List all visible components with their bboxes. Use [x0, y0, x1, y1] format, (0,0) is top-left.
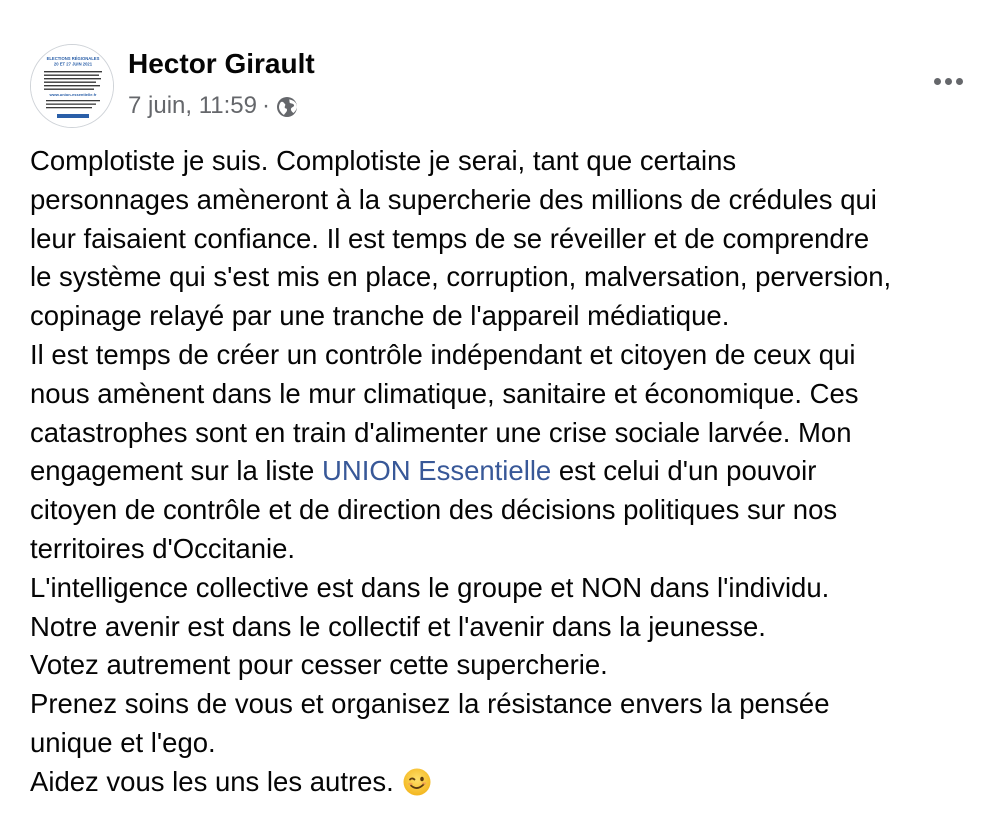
post-line: personnages amèneront à la supercherie des millions de crédules qui: [30, 183, 877, 215]
more-options-button[interactable]: [926, 66, 970, 96]
winking-face-icon: [402, 767, 432, 797]
meta-separator: ·: [262, 92, 270, 119]
post-line: leur faisaient confiance. Il est temps de se réveiller et de comprendre: [30, 222, 870, 254]
post-line: copinage relayé par une tranche de l'appareil médiatique.: [30, 300, 730, 332]
dot-icon: [934, 78, 941, 85]
post-line: [30, 763, 990, 802]
post-body: [30, 142, 990, 802]
dot-icon: [945, 78, 952, 85]
post-meta: [128, 91, 299, 121]
avatar[interactable]: [30, 44, 114, 128]
svg-text:www.union-essentielle.fr: www.union-essentielle.fr: [49, 92, 97, 97]
post-line: nous amènent dans le mur climatique, sanitaire et économique. Ces: [30, 377, 859, 409]
svg-text:ELECTIONS RÉGIONALES: ELECTIONS RÉGIONALES: [46, 56, 100, 61]
dot-icon: [956, 78, 963, 85]
post-line: le système qui s'est mis en place, corruption, malversation, perversion,: [30, 261, 892, 293]
post-line: L'intelligence collective est dans le groupe et NON dans l'individu.: [30, 571, 830, 603]
post-line: Complotiste je suis. Complotiste je serai, tant que certains: [30, 145, 737, 176]
post-line: catastrophes sont en train d'alimenter une crise sociale larvée. Mon: [30, 416, 852, 448]
svg-text:20 ET 27 JUIN 2021: 20 ET 27 JUIN 2021: [53, 61, 93, 67]
globe-icon[interactable]: [275, 95, 299, 119]
post-line: [30, 452, 990, 491]
post-line: territoires d'Occitanie.: [30, 532, 296, 564]
post-text-segment: est celui d'un pouvoir: [551, 455, 817, 487]
author-name[interactable]: Hector Girault: [128, 48, 315, 79]
union-essentielle-link[interactable]: UNION Essentielle: [321, 455, 552, 487]
post-line: Votez autrement pour cesser cette supercherie.: [30, 649, 608, 681]
post-line: Notre avenir est dans le collectif et l'avenir dans la jeunesse.: [30, 610, 766, 642]
post-text-segment: engagement sur la liste: [30, 455, 322, 487]
post-line: unique et l'ego.: [30, 726, 216, 758]
post-line: citoyen de contrôle et de direction des décisions politiques sur nos: [30, 494, 838, 526]
post-line: Prenez soins de vous et organisez la résistance envers la pensée: [30, 688, 830, 720]
post-line: Il est temps de créer un contrôle indépendant et citoyen de ceux qui: [30, 338, 856, 370]
post-text-segment: Aidez vous les uns les autres.: [30, 765, 394, 797]
post-timestamp[interactable]: 7 juin, 11:59: [128, 92, 257, 119]
